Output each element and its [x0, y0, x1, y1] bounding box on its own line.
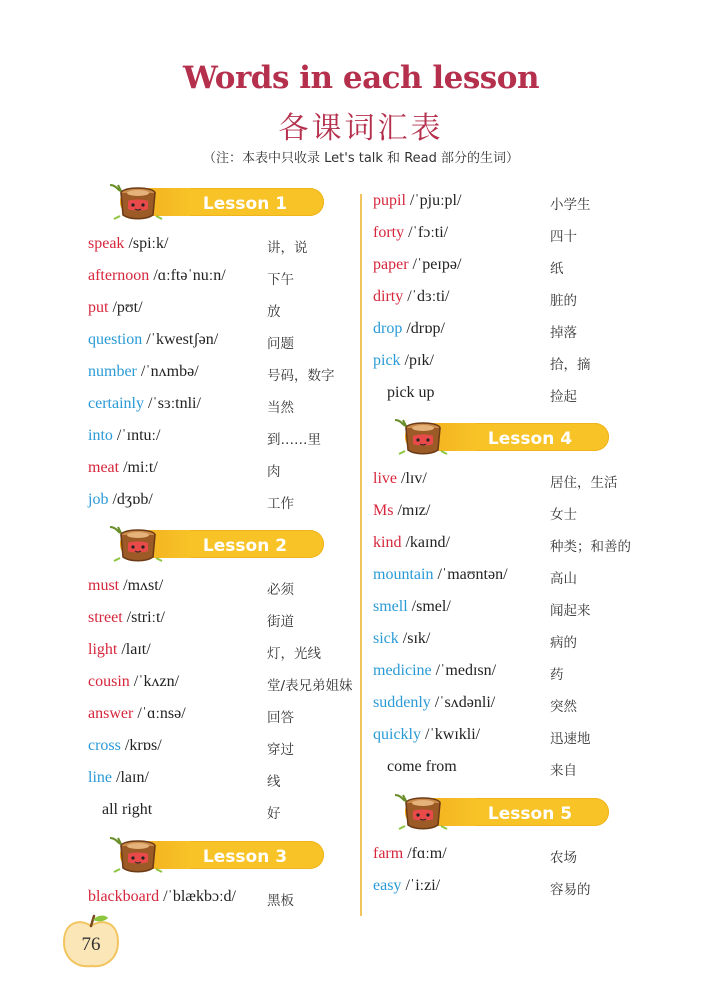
- vocab-entry: [373, 694, 653, 718]
- vocab-word: easy: [373, 877, 402, 894]
- vocab-meaning: 种类；和善的: [550, 539, 631, 555]
- vocab-phonetic: /dʒɒb/: [112, 491, 153, 508]
- vocab-phonetic: /kaɪnd/: [405, 534, 450, 551]
- vocab-entry: [373, 352, 653, 376]
- vocab-word: drop: [373, 320, 403, 337]
- vocab-word: paper: [373, 256, 409, 273]
- vocab-meaning: 闻起来: [550, 603, 591, 619]
- vocab-word: job: [88, 491, 109, 508]
- vocab-meaning: 回答: [267, 710, 294, 726]
- vocab-word: certainly: [88, 395, 144, 412]
- vocab-meaning: 来自: [550, 763, 577, 779]
- vocab-word: come from: [387, 758, 457, 775]
- vocab-meaning: 当然: [267, 400, 294, 416]
- vocab-phonetic: /krɒs/: [124, 737, 162, 754]
- vocab-entry: [88, 705, 368, 729]
- vocab-word: pupil: [373, 192, 406, 209]
- vocab-meaning: 必须: [267, 582, 294, 598]
- vocab-phonetic: /mʌst/: [123, 577, 164, 594]
- vocab-meaning: 脏的: [550, 293, 577, 309]
- tree-stump-icon: [108, 525, 168, 565]
- vocab-phonetic: /miːt/: [123, 459, 158, 476]
- tree-stump-icon: [108, 183, 168, 223]
- vocab-entry: [373, 566, 653, 590]
- vocab-phonetic: /mɪz/: [397, 502, 431, 519]
- vocab-word: afternoon: [88, 267, 150, 284]
- vocab-word: forty: [373, 224, 405, 241]
- vocab-word: quickly: [373, 726, 421, 743]
- vocab-meaning: 下午: [267, 272, 294, 288]
- vocab-phonetic: /ˈmedɪsn/: [435, 662, 497, 679]
- vocab-phonetic: /ˈfɔːti/: [408, 224, 449, 241]
- vocab-phonetic: /ˈkwɪkli/: [425, 726, 481, 743]
- vocab-entry: [88, 267, 368, 291]
- vocab-entry: [387, 384, 667, 408]
- vocab-meaning: 黑板: [267, 893, 294, 909]
- vocab-phonetic: /ˈpeɪpə/: [412, 256, 462, 273]
- vocab-meaning: 女士: [550, 507, 577, 523]
- vocab-phonetic: /ˈɪntuː/: [116, 427, 161, 444]
- lesson-label: Lesson 2: [202, 536, 288, 556]
- vocab-entry: [373, 224, 653, 248]
- vocab-word: number: [88, 363, 137, 380]
- vocab-meaning: 捡起: [550, 389, 577, 405]
- page-note: （注：本表中只收录 Let's talk 和 Read 部分的生词）: [203, 151, 519, 166]
- vocab-entry: [88, 609, 368, 633]
- vocab-entry: [88, 459, 368, 483]
- lesson-label: Lesson 4: [487, 429, 573, 449]
- lesson-banner: [108, 525, 328, 565]
- vocab-meaning: 堂/表兄弟姐妹: [267, 678, 353, 694]
- vocab-meaning: 纸: [550, 261, 564, 277]
- lesson-label: Lesson 1: [202, 194, 288, 214]
- vocab-meaning: 四十: [550, 229, 577, 245]
- vocab-entry: [88, 737, 368, 761]
- vocab-phonetic: /spiːk/: [128, 235, 169, 252]
- vocab-word: farm: [373, 845, 404, 862]
- vocab-entry: [88, 363, 368, 387]
- vocab-entry: [373, 630, 653, 654]
- vocab-phonetic: /ˈkwestʃən/: [146, 331, 219, 348]
- lesson-label: Lesson 3: [202, 847, 288, 867]
- vocab-word: kind: [373, 534, 402, 551]
- vocab-entry: [88, 331, 368, 355]
- vocab-entry: [373, 662, 653, 686]
- vocab-entry: [373, 534, 653, 558]
- vocab-meaning: 工作: [267, 496, 294, 512]
- vocab-entry: [373, 845, 653, 869]
- vocab-meaning: 放: [267, 304, 281, 320]
- vocab-entry: [88, 395, 368, 419]
- vocab-entry: [88, 491, 368, 515]
- vocab-meaning: 穿过: [267, 742, 294, 758]
- vocab-entry: [387, 758, 667, 782]
- vocab-word: suddenly: [373, 694, 431, 711]
- lesson-banner: [108, 836, 328, 876]
- vocab-word: must: [88, 577, 120, 594]
- vocab-phonetic: /ˈblækbɔːd/: [163, 888, 236, 905]
- page-number-apple: [60, 914, 122, 970]
- vocab-phonetic: /laɪt/: [121, 641, 151, 658]
- vocab-phonetic: /smel/: [411, 598, 451, 615]
- vocab-phonetic: /fɑːm/: [407, 845, 447, 862]
- vocab-phonetic: /laɪn/: [116, 769, 149, 786]
- vocab-word: blackboard: [88, 888, 160, 905]
- vocab-word: question: [88, 331, 143, 348]
- vocab-phonetic: /lɪv/: [401, 470, 427, 487]
- lesson-label: Lesson 5: [487, 804, 573, 824]
- vocab-phonetic: /ˈnʌmbə/: [140, 363, 199, 380]
- vocab-meaning: 容易的: [550, 882, 591, 898]
- vocab-word: answer: [88, 705, 134, 722]
- vocab-phonetic: /ˈsɜːtnli/: [147, 395, 201, 412]
- vocab-phonetic: /sɪk/: [402, 630, 431, 647]
- vocab-word: cousin: [88, 673, 130, 690]
- vocab-meaning: 居住，生活: [550, 475, 618, 491]
- vocab-word: speak: [88, 235, 125, 252]
- vocab-entry: [88, 673, 368, 697]
- vocab-word: street: [88, 609, 123, 626]
- tree-stump-icon: [108, 836, 168, 876]
- vocab-phonetic: /pʊt/: [112, 299, 143, 316]
- vocab-meaning: 讲，说: [267, 240, 308, 256]
- vocab-phonetic: /ˈɑːnsə/: [137, 705, 186, 722]
- vocab-word: light: [88, 641, 118, 658]
- vocab-meaning: 号码，数字: [267, 368, 335, 384]
- lesson-banner: [393, 793, 613, 833]
- vocab-phonetic: /ɑːftəˈnuːn/: [153, 267, 226, 284]
- vocab-entry: [88, 641, 368, 665]
- tree-stump-icon: [393, 418, 453, 458]
- vocab-entry: [88, 888, 368, 912]
- vocab-entry: [373, 192, 653, 216]
- vocab-entry: [373, 598, 653, 622]
- vocab-meaning: 病的: [550, 635, 577, 651]
- vocab-meaning: 高山: [550, 571, 577, 587]
- vocab-meaning: 灯，光线: [267, 646, 321, 662]
- vocab-word: medicine: [373, 662, 432, 679]
- vocab-entry: [373, 320, 653, 344]
- lesson-banner: [393, 418, 613, 458]
- vocab-entry: [88, 769, 368, 793]
- vocab-meaning: 突然: [550, 699, 577, 715]
- vocab-meaning: 好: [267, 806, 281, 822]
- vocab-word: put: [88, 299, 109, 316]
- vocab-phonetic: /ˈiːzi/: [405, 877, 441, 894]
- vocab-entry: [373, 256, 653, 280]
- vocab-phonetic: /striːt/: [126, 609, 165, 626]
- vocab-entry: [88, 235, 368, 259]
- vocab-phonetic: /ˈdɜːti/: [407, 288, 450, 305]
- vocab-entry: [88, 299, 368, 323]
- vocab-meaning: 拾，摘: [550, 357, 591, 373]
- vocab-word: pick up: [387, 384, 435, 401]
- vocab-phonetic: /pɪk/: [404, 352, 434, 369]
- vocab-meaning: 问题: [267, 336, 294, 352]
- vocab-word: live: [373, 470, 397, 487]
- vocab-phonetic: /ˈkʌzn/: [133, 673, 180, 690]
- vocab-word: all right: [102, 801, 153, 818]
- vocab-entry: [88, 427, 368, 451]
- vocab-phonetic: /ˈmaʊntən/: [437, 566, 508, 583]
- vocab-entry: [373, 726, 653, 750]
- vocab-word: sick: [373, 630, 399, 647]
- vocab-entry: [102, 801, 382, 825]
- vocab-word: dirty: [373, 288, 404, 305]
- vocab-phonetic: /drɒp/: [406, 320, 445, 337]
- vocab-meaning: 街道: [267, 614, 294, 630]
- vocab-word: meat: [88, 459, 120, 476]
- vocab-meaning: 迅速地: [550, 731, 591, 747]
- vocab-word: smell: [373, 598, 408, 615]
- vocab-entry: [373, 470, 653, 494]
- page-title-chinese: 各课词汇表: [278, 111, 444, 146]
- page-number: 76: [81, 934, 101, 955]
- vocab-meaning: 药: [550, 667, 564, 683]
- vocab-word: into: [88, 427, 113, 444]
- vocab-meaning: 线: [267, 774, 281, 790]
- vocab-entry: [373, 877, 653, 901]
- vocab-word: line: [88, 769, 112, 786]
- vocab-word: cross: [88, 737, 121, 754]
- vocab-meaning: 到……里: [267, 432, 321, 448]
- vocab-meaning: 农场: [550, 850, 577, 866]
- vocab-entry: [373, 288, 653, 312]
- vocab-word: Ms: [373, 502, 394, 519]
- tree-stump-icon: [393, 793, 453, 833]
- lesson-banner: [108, 183, 328, 223]
- vocab-meaning: 肉: [267, 464, 281, 480]
- vocab-meaning: 小学生: [550, 197, 591, 213]
- page-title-english: Words in each lesson: [183, 60, 539, 96]
- vocab-phonetic: /ˈsʌdənli/: [434, 694, 496, 711]
- vocab-word: pick: [373, 352, 401, 369]
- vocab-phonetic: /ˈpjuːpl/: [409, 192, 462, 209]
- vocab-entry: [88, 577, 368, 601]
- vocab-word: mountain: [373, 566, 434, 583]
- vocab-entry: [373, 502, 653, 526]
- vocab-meaning: 掉落: [550, 325, 577, 341]
